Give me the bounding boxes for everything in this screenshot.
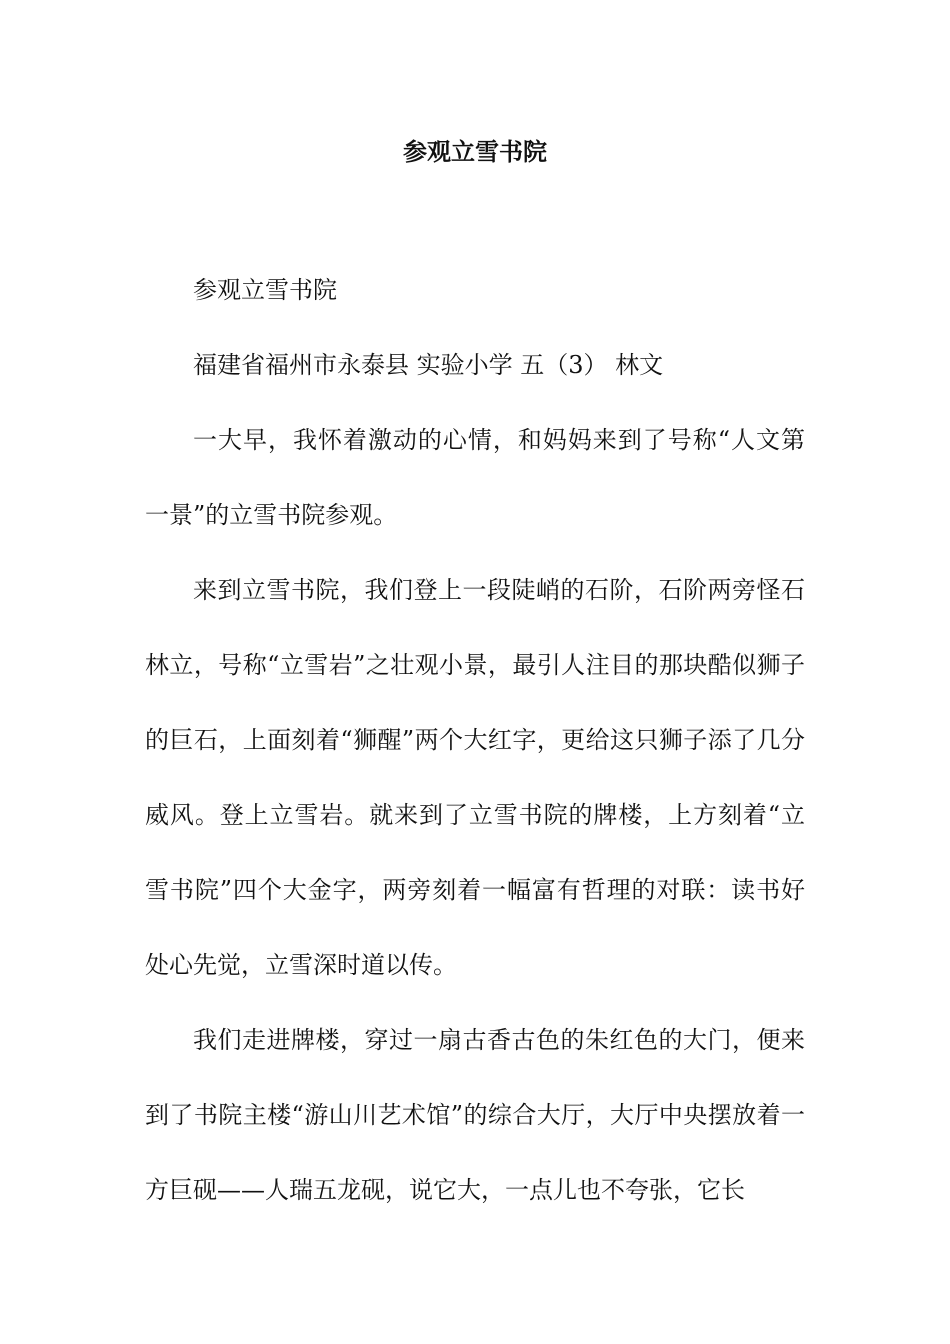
document-body xyxy=(145,253,805,1228)
document-title: 参观立雪书院 xyxy=(403,137,547,166)
paragraph-2: 来到立雪书院，我们登上一段陡峭的石阶，石阶两旁怪石林立，号称“立雪岩”之壮观小景，最引人注目的那块酷似狮子的巨石，上面刻着“狮醒”两个大红字，更给这只狮子添了几分威风。登上立雪岩。就来到了立雪书院的牌楼，上方刻着“立雪书院”四个大金字，两旁刻着一幅富有哲理的对联：读书好处心先觉，立雪深时道以传。 xyxy=(145,576,805,979)
byline: 福建省福州市永泰县 实验小学 五（3） 林文 xyxy=(193,351,664,379)
paragraph-1: 一大早，我怀着激动的心情，和妈妈来到了号称“人文第一景”的立雪书院参观。 xyxy=(145,426,805,529)
paragraph-3: 我们走进牌楼，穿过一扇古香古色的朱红色的大门，便来到了书院主楼“游山川艺术馆”的综合大厅，大厅中央摆放着一方巨砚——人瑞五龙砚，说它大，一点儿也不夸张，它长 xyxy=(145,1026,805,1204)
subtitle-line: 参观立雪书院 xyxy=(193,276,337,304)
